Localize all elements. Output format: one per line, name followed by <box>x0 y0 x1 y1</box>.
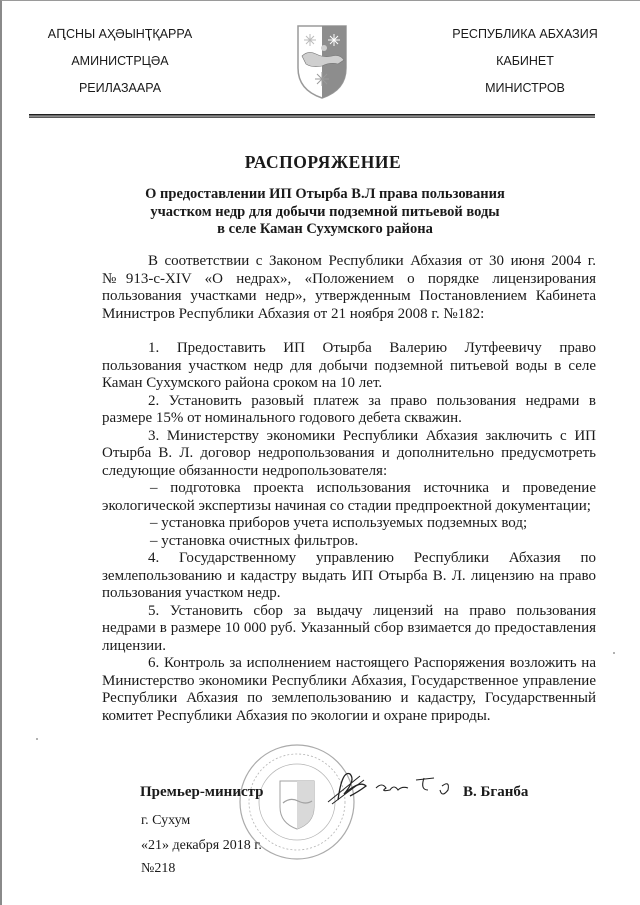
signature-scribble <box>320 760 460 810</box>
scan-speck <box>36 738 38 740</box>
header-right-line-1: РЕСПУБЛИКА АБХАЗИЯ <box>452 27 598 41</box>
preamble-text: В соответствии с Законом Республики Абхазия от 30 июня 2004 г. №913-с-XIV «О недрах», «Положением о порядке лицензирования пользования участками недр», утвержденным Постановлением Кабинета Министров Республики Абхазия от 21 ноября 2008 г. №182: <box>102 253 596 322</box>
order-item-6: 6. Контроль за исполнением настоящего Распоряжения возложить на Министерство экономики Республики Абхазия, Государственное управление Республики Абхазия по землепользованию и кадастру, Государственный комитет Республики Абхазия по экологии и охране природы. <box>102 655 596 724</box>
order-item-1: 1. Предоставить ИП Отырба Валерию Лутфеевичу право пользования участком недр для добычи подземной питьевой воды в селе Каман Сухумского района сроком на 10 лет. <box>102 340 596 391</box>
obligation-item-1: – подготовка проекта использования источника и проведение экологической экспертизы начиная со стадии предпроектной документации; <box>102 480 596 514</box>
header-left-line-3: РЕИЛАЗААРА <box>78 81 162 95</box>
header-russian-block <box>425 26 625 107</box>
header-abkhaz-block <box>20 26 220 107</box>
scan-speck <box>613 652 615 654</box>
coat-of-arms-abkhazia-icon <box>294 20 350 100</box>
header-divider <box>29 114 595 118</box>
header-left-line-2: АМИНИСТРЦӘА <box>71 54 169 68</box>
header-right-line-2: КАБИНЕТ <box>496 54 554 68</box>
header-left-line-1: АԤСНЫ АҲӘЫНҬҚАРРА <box>47 27 193 41</box>
signatory-position: Премьер-министр <box>140 784 264 800</box>
document-title: РАСПОРЯЖЕНИЕ <box>244 152 402 172</box>
order-item-4: 4. Государственному управлению Республики Абхазия по землепользованию и кадастру выдать ИП Отырба В. Л. лицензию на право пользования участком недр. <box>102 550 596 601</box>
order-item-2: 2. Установить разовый платеж за право пользования недрами в размере 15% от номинального годового дебета скважин. <box>102 392 596 426</box>
header-right-line-3: МИНИСТРОВ <box>485 81 565 95</box>
order-item-3: 3. Министерству экономики Республики Абхазия заключить с ИП Отырба В. Л. договор недропользования и дополнительно предусмотреть следующие обязанности недропользователя: <box>102 427 596 479</box>
order-item-5: 5. Установить сбор за выдачу лицензий на право пользования недрами в размере 10 000 руб. Указанный сбор взимается до предоставления лицензии. <box>102 602 596 654</box>
document-number: №218 <box>141 861 176 876</box>
order-items <box>102 340 596 725</box>
subtitle-line-3: в селе Каман Сухумского района <box>217 221 433 237</box>
obligation-item-2: – установка приборов учета используемых подземных вод; <box>150 515 528 531</box>
issue-date: «21» декабря 2018 г. <box>141 838 262 853</box>
signatory-name: В. Бганба <box>463 784 529 800</box>
issue-place: г. Сухум <box>141 813 191 828</box>
obligation-item-3: – установка очистных фильтров. <box>150 532 359 549</box>
subtitle-line-1: О предоставлении ИП Отырба В.Л права пользования <box>145 186 505 202</box>
preamble <box>102 253 596 323</box>
subtitle-line-2: участком недр для добычи подземной питьевой воды <box>150 203 500 220</box>
document-subtitle <box>110 186 540 239</box>
